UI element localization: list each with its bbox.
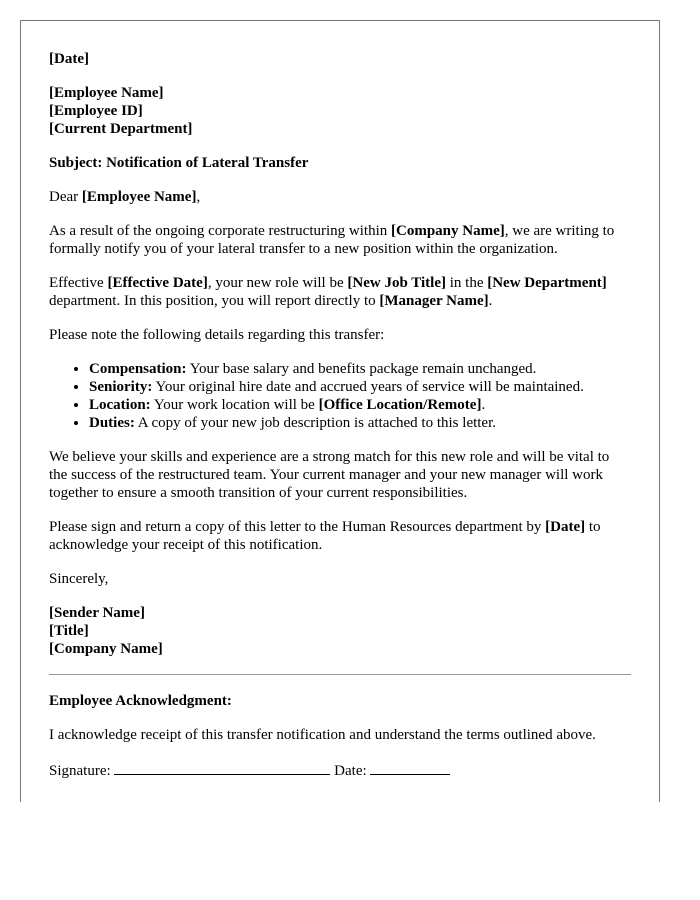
paragraph-team-match: We believe your skills and experience are a strong match for this new role and will be vital to the success of the restructured team. Your current manager and your new manager will work together to ensure a smooth transition of your current responsibilities. [49, 449, 610, 501]
detail-location: • Location: Your work location will be [Office Location/Remote]. [89, 396, 631, 414]
details-list [49, 360, 631, 432]
closing: Sincerely, [49, 571, 109, 587]
detail-seniority: • Seniority: Your original hire date and accrued years of service will be maintained. [89, 378, 631, 396]
paragraph-new-role: Effective [Effective Date], your new role will be [New Job Title] in the [New Department] department. In this position, you will report directly to [Manager Name]. [49, 275, 607, 309]
letter-page [20, 20, 660, 802]
subject-line: Subject: Notification of Lateral Transfer [49, 155, 309, 171]
details-intro: Please note the following details regarding this transfer: [49, 327, 385, 343]
letter-date: [Date] [49, 51, 89, 67]
date-line [370, 760, 450, 775]
greeting: Dear [Employee Name], [49, 189, 201, 205]
signature-label: Signature: [49, 763, 115, 779]
sender-company: [Company Name] [49, 641, 163, 657]
paragraph-return-request: Please sign and return a copy of this letter to the Human Resources department by [Date] to acknowledge your receipt of this notification. [49, 519, 601, 553]
current-department: [Current Department] [49, 121, 193, 137]
employee-name: [Employee Name] [49, 85, 164, 101]
detail-duties: • Duties: A copy of your new job description is attached to this letter. [89, 414, 631, 432]
acknowledgment-heading: Employee Acknowledgment: [49, 693, 232, 709]
detail-compensation: • Compensation: Your base salary and benefits package remain unchanged. [89, 360, 631, 378]
sender-name: [Sender Name] [49, 605, 145, 621]
signature-line [114, 760, 330, 775]
acknowledgment-text: I acknowledge receipt of this transfer notification and understand the terms outlined above. [49, 727, 596, 743]
date-label: Date: [330, 763, 371, 779]
sender-title: [Title] [49, 623, 89, 639]
recipient-block [49, 84, 631, 138]
signature-row [49, 760, 631, 780]
acknowledgment-divider [49, 674, 631, 675]
sender-block [49, 604, 631, 658]
employee-id: [Employee ID] [49, 103, 143, 119]
paragraph-transfer-notice: As a result of the ongoing corporate restructuring within [Company Name], we are writing to formally notify you of your lateral transfer to a new position within the organization. [49, 223, 615, 257]
